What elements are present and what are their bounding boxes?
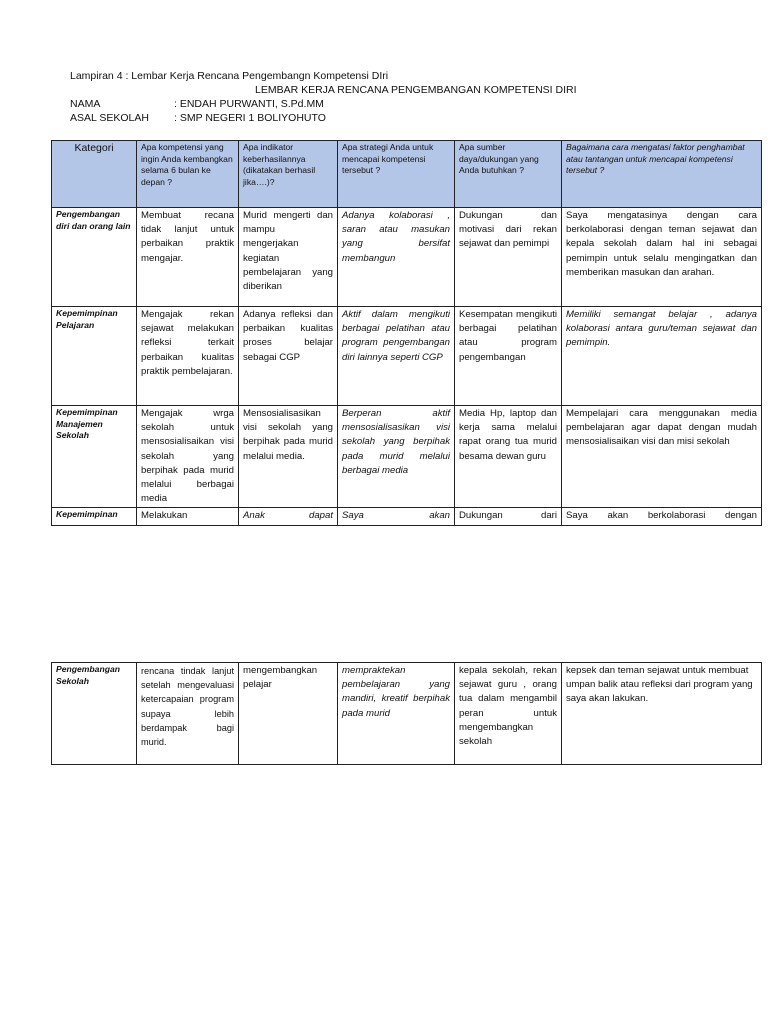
- column-header-sumber: Apa sumber daya/dukungan yang Anda butuhkan ?: [455, 141, 562, 208]
- row-category: Pengembangan diri dan orang lain: [52, 208, 137, 307]
- row-strategy: mempraktekan pembelajaran yang mandiri, kreatif berpihak pada murid: [338, 663, 455, 765]
- table-row: [52, 208, 762, 307]
- row-competency: Membuat recana tidak lanjut untuk perbaikan praktik mengajar.: [137, 208, 239, 307]
- row-overcome: Saya akan berkolaborasi dengan: [562, 508, 762, 526]
- row-competency: Mengajak wrga sekolah untuk mensosialisaikan visi sekolah yang berpihak pada murid melalui berbagai media: [137, 406, 239, 508]
- row-competency: Melakukan: [137, 508, 239, 526]
- row-indicator: mengembangkan pelajar: [239, 663, 338, 765]
- table-header-row: [52, 141, 762, 208]
- table-row: [52, 663, 762, 765]
- row-category: Pengembangan Sekolah: [52, 663, 137, 765]
- row-strategy: Aktif dalam mengikuti berbagai pelatihan atau program pengembangan diri lainnya seperti CGP: [338, 307, 455, 406]
- row-overcome: Saya mengatasinya dengan cara berkolaborasi dengan teman sejawat dan kepala sekolah dalam hal ini sebagai pemimpin untuk selalu mengingatkan dan memberikan masukan dan arahan.: [562, 208, 762, 307]
- row-resources: Media Hp, laptop dan kerja sama melalui rapat orang tua murid besama dewan guru: [455, 406, 562, 508]
- school-label: ASAL SEKOLAH: [70, 112, 149, 124]
- attachment-label: Lampiran 4 : Lembar Kerja Rencana Pengembangn Kompetensi DIri: [70, 70, 389, 82]
- row-resources: Dukungan dari: [455, 508, 562, 526]
- table-row: [52, 307, 762, 406]
- row-resources: kepala sekolah, rekan sejawat guru , orang tua dalam mengambil peran untuk mengembangkan sekolah: [455, 663, 562, 765]
- competency-table: [51, 140, 762, 526]
- row-indicator: Murid mengerti dan mampu mengerjakan kegiatan pembelajaran yang diberikan: [239, 208, 338, 307]
- column-header-mengatasi: Bagaimana cara mengatasi faktor penghambat atau tantangan untuk mencapai kompetensi tersebut ?: [562, 141, 762, 208]
- row-category: Kepemimpinan: [52, 508, 137, 526]
- row-strategy: Adanya kolaborasi , saran atau masukan yang bersifat membangun: [338, 208, 455, 307]
- row-overcome: Memiliki semangat belajar , adanya kolaborasi antara guru/teman sejawat dan pemimpin.: [562, 307, 762, 406]
- competency-table-continued: [51, 662, 762, 765]
- name-value: : ENDAH PURWANTI, S.Pd.MM: [174, 98, 324, 110]
- school-value: : SMP NEGERI 1 BOLIYOHUTO: [174, 112, 326, 124]
- column-header-indikator: Apa indikator keberhasilannya (dikatakan berhasil jika….)?: [239, 141, 338, 208]
- column-header-kompetensi: Apa kompetensi yang ingin Anda kembangkan selama 6 bulan ke depan ?: [137, 141, 239, 208]
- row-category: Kepemimpinan Pelajaran: [52, 307, 137, 406]
- table-row: [52, 508, 762, 526]
- row-strategy: Berperan aktif mensosialisasikan visi sekolah yang berpihak pada murid melalui berbagai media: [338, 406, 455, 508]
- row-strategy: Saya akan: [338, 508, 455, 526]
- row-indicator: Anak dapat: [239, 508, 338, 526]
- row-category: Kepemimpinan Manajemen Sekolah: [52, 406, 137, 508]
- row-resources: Kesempatan mengikuti berbagai pelatihan atau program pengembangan: [455, 307, 562, 406]
- column-header-strategi: Apa strategi Anda untuk mencapai kompetensi tersebut ?: [338, 141, 455, 208]
- name-label: NAMA: [70, 98, 101, 110]
- row-resources: Dukungan dan motivasi dari rekan sejawat dan pemimpi: [455, 208, 562, 307]
- row-competency: Mengajak rekan sejawat melakukan refleksi terkait perbaikan kualitas praktik pembelajaran.: [137, 307, 239, 406]
- row-indicator: Mensosialisasikan visi sekolah yang berpihak pada murid melalui media.: [239, 406, 338, 508]
- row-competency: rencana tindak lanjut setelah mengevaluasi ketercapaian program supaya lebih berdampak bagi murid.: [137, 663, 239, 765]
- table-row: [52, 406, 762, 508]
- row-overcome: Mempelajari cara menggunakan media pembelajaran agar dapat dengan mudah mensosialisaikan visi dan misi sekolah: [562, 406, 762, 508]
- row-overcome: kepsek dan teman sejawat untuk membuat umpan balik atau refleksi dari program yang saya akan lakukan.: [562, 663, 762, 765]
- row-indicator: Adanya refleksi dan perbaikan kualitas proses belajar sebagai CGP: [239, 307, 338, 406]
- column-header-kategori: Kategori: [52, 141, 137, 208]
- document-title: LEMBAR KERJA RENCANA PENGEMBANGAN KOMPETENSI DIRI: [255, 84, 577, 96]
